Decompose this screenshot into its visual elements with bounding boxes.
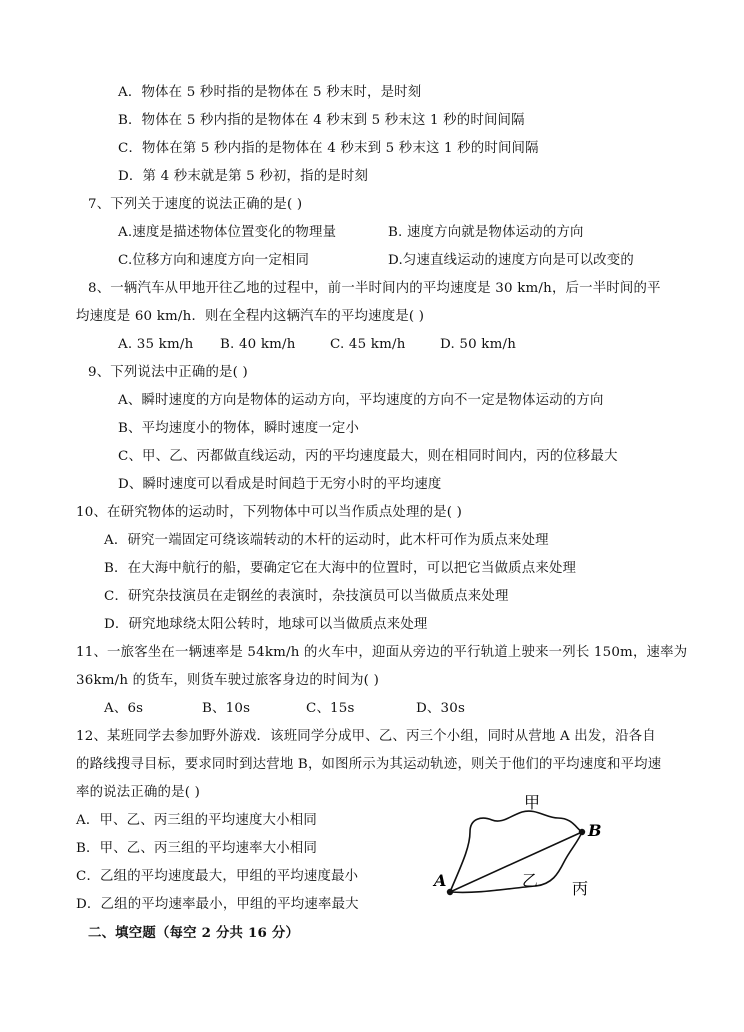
- q10-option-c: C．研究杂技演员在走钢丝的表演时，杂技演员可以当做质点来处理: [104, 589, 509, 604]
- q11-option-d: D、30s: [416, 701, 466, 716]
- q7-option-b: B. 速度方向就是物体运动的方向: [388, 225, 584, 240]
- q8-option-b: B. 40 km/h: [220, 337, 296, 352]
- q7-option-a: A.速度是描述物体位置变化的物理量: [118, 225, 337, 240]
- point-b: [579, 829, 585, 835]
- q7-option-c: C.位移方向和速度方向一定相同: [118, 253, 310, 268]
- q9-stem: 9、下列说法中正确的是( ): [88, 365, 248, 380]
- path-jia: [450, 811, 582, 892]
- q6-option-a: A．物体在 5 秒时指的是物体在 5 秒末时，是时刻: [118, 85, 422, 100]
- q8-stem-line2: 均速度是 60 km/h．则在全程内这辆汽车的平均速度是( ): [76, 309, 425, 324]
- q11-option-b: B、10s: [202, 701, 251, 716]
- q9-option-a: A、瞬时速度的方向是物体的运动方向，平均速度的方向不一定是物体运动的方向: [118, 393, 604, 408]
- label-yi: 乙: [522, 871, 539, 890]
- q12-option-b: B．甲、乙、丙三组的平均速率大小相同: [76, 841, 318, 856]
- q6-option-b: B．物体在 5 秒内指的是物体在 4 秒末到 5 秒末这 1 秒的时间间隔: [118, 113, 525, 128]
- q8-option-c: C. 45 km/h: [330, 337, 406, 352]
- q8-stem-line1: 8、一辆汽车从甲地开往乙地的过程中，前一半时间内的平均速度是 30 km/h，后一半时间的平: [88, 281, 661, 296]
- q6-option-d: D．第 4 秒末就是第 5 秒初，指的是时刻: [118, 169, 369, 184]
- q12-option-a: A．甲、乙、丙三组的平均速度大小相同: [76, 813, 317, 828]
- q9-option-b: B、平均速度小的物体，瞬时速度一定小: [118, 421, 360, 436]
- q12-stem-line1: 12、某班同学去参加野外游戏．该班同学分成甲、乙、丙三个小组，同时从营地 A 出发，沿各自: [76, 729, 656, 744]
- section-heading-fill-in: 二、填空题（每空 2 分共 16 分）: [88, 925, 300, 941]
- q12-stem-line2: 的路线搜寻目标，要求同时到达营地 B，如图所示为其运动轨迹，则关于他们的平均速度和平均速: [76, 757, 662, 772]
- q12-stem-line3: 率的说法正确的是( ): [76, 785, 201, 800]
- q11-option-a: A、6s: [104, 701, 144, 716]
- q10-option-a: A．研究一端固定可绕该端转动的木杆的运动时，此木杆可作为质点来处理: [104, 533, 549, 548]
- q6-option-c: C．物体在第 5 秒内指的是物体在 4 秒末到 5 秒末这 1 秒的时间间隔: [118, 141, 539, 156]
- q12-option-d: D．乙组的平均速率最小，甲组的平均速率最大: [76, 897, 359, 912]
- q12-option-c: C．乙组的平均速度最大，甲组的平均速度最小: [76, 869, 359, 884]
- label-jia: 甲: [524, 793, 541, 812]
- label-b: B: [588, 821, 602, 840]
- q11-stem-line1: 11、一旅客坐在一辆速率是 54km/h 的火车中，迎面从旁边的平行轨道上驶来一列长 150m，速率为: [76, 645, 688, 660]
- q11-option-c: C、15s: [306, 701, 355, 716]
- q11-stem-line2: 36km/h 的货车，则货车驶过旅客身边的时间为( ): [76, 673, 379, 688]
- q7-option-d: D.匀速直线运动的速度方向是可以改变的: [388, 253, 634, 268]
- q9-option-d: D、瞬时速度可以看成是时间趋于无穷小时的平均速度: [118, 477, 442, 492]
- q8-option-d: D. 50 km/h: [440, 337, 517, 352]
- trajectory-diagram: [430, 788, 630, 908]
- q8-option-a: A. 35 km/h: [118, 337, 194, 352]
- q7-stem: 7、下列关于速度的说法正确的是( ): [88, 197, 303, 212]
- label-bing: 丙: [572, 879, 589, 898]
- point-a: [447, 889, 453, 895]
- label-a: A: [434, 871, 447, 890]
- q10-stem: 10、在研究物体的运动时，下列物体中可以当作质点处理的是( ): [76, 505, 463, 520]
- q9-option-c: C、甲、乙、丙都做直线运动，丙的平均速度最大，则在相同时间内，丙的位移最大: [118, 449, 618, 464]
- q10-option-d: D．研究地球绕太阳公转时，地球可以当做质点来处理: [104, 617, 428, 632]
- q10-option-b: B．在大海中航行的船，要确定它在大海中的位置时，可以把它当做质点来处理: [104, 561, 577, 576]
